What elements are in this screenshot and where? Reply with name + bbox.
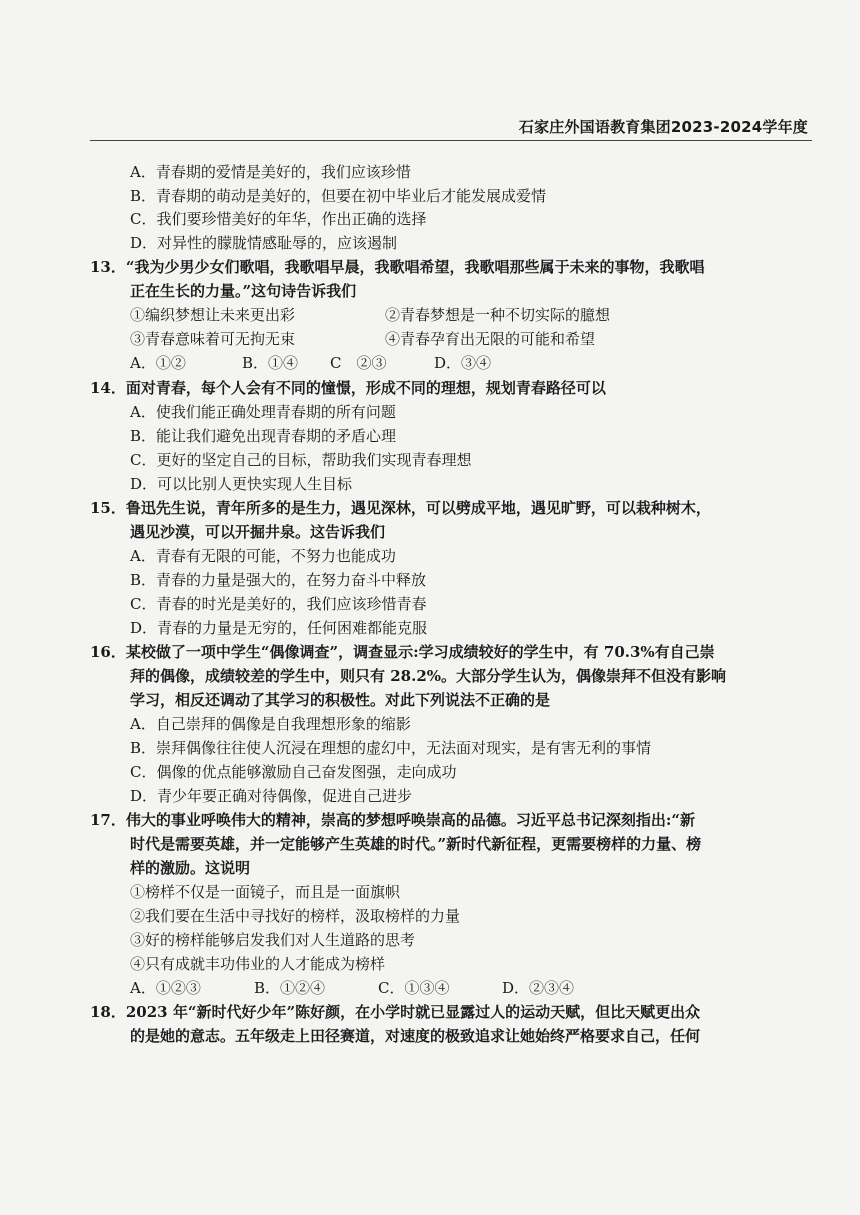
q12-option-b: B．青春期的萌动是美好的，但要在初中毕业后才能发展成爱情 [130,187,547,205]
q13-item-4: ④青春孕育出无限的可能和希望 [385,330,596,348]
page-header [0,112,860,140]
q13-item-3: ③青春意味着可无拘无束 [130,330,296,348]
q13-items-row1 [130,305,610,325]
q17-item-2: ②我们要在生活中寻找好的榜样，汲取榜样的力量 [130,907,461,925]
q13-choice-a: A．①② [130,354,186,372]
q13-choices [130,353,491,373]
q17-choice-d: D．②③④ [502,979,575,997]
q16-stem-line3: 学习，相反还调动了其学习的积极性。对此下列说法不正确的是 [130,691,551,709]
q15-option-b: B．青春的力量是强大的，在努力奋斗中释放 [130,571,427,589]
q15-stem-line1: 15．鲁迅先生说，青年所多的是生力，遇见深林，可以劈成平地，遇见旷野，可以栽种树木， [90,499,711,517]
q15-option-d: D．青春的力量是无穷的，任何困难都能克服 [130,619,428,637]
q13-items-row2 [130,329,595,349]
q13-item-1: ①编织梦想让未来更出彩 [130,306,296,324]
q14-option-c: C．更好的坚定自己的目标，帮助我们实现青春理想 [130,451,472,469]
q16-option-d: D．青少年要正确对待偶像，促进自己进步 [130,787,413,805]
q15-option-c: C．青春的时光是美好的，我们应该珍惜青春 [130,595,427,613]
q17-choice-a: A．①②③ [130,979,201,997]
q12-option-c: C．我们要珍惜美好的年华，作出正确的选择 [130,210,427,228]
q13-stem-line1: 13．“我为少男少女们歌唱，我歌唱早晨，我歌唱希望，我歌唱那些属于未来的事物，我歌唱 [90,258,705,276]
q14-option-a: A．使我们能正确处理青春期的所有问题 [130,403,396,421]
q17-choices [130,978,574,998]
q17-stem-line2: 时代是需要英雄，并一定能够产生英雄的时代。”新时代新征程，更需要榜样的力量、榜 [130,835,702,853]
q14-option-d: D．可以比别人更快实现人生目标 [130,475,353,493]
q13-item-2: ②青春梦想是一种不切实际的臆想 [385,306,611,324]
q13-choice-c: C ②③ [330,354,387,372]
q17-choice-b: B．①②④ [254,979,326,997]
header-title: 石家庄外国语教育集团2023-2024学年度 [518,118,808,136]
q16-stem-line2: 拜的偶像，成绩较差的学生中，则只有 28.2%。大部分学生认为，偶像崇拜不但没有影响 [130,667,727,685]
q17-stem-line3: 样的激励。这说明 [130,859,251,877]
q13-choice-b: B．①④ [242,354,299,372]
q17-item-1: ①榜样不仅是一面镜子，而且是一面旗帜 [130,883,401,901]
q15-stem-line2: 遇见沙漠，可以开掘井泉。这告诉我们 [130,523,386,541]
q13-stem-line2: 正在生长的力量。”这句诗告诉我们 [130,282,357,300]
q14-stem: 14．面对青春，每个人会有不同的憧憬，形成不同的理想，规划青春路径可以 [90,379,606,397]
q17-item-4: ④只有成就丰功伟业的人才能成为榜样 [130,955,386,973]
q17-choice-c: C．①③④ [378,979,450,997]
q18-stem-line1: 18．2023 年“新时代好少年”陈好颜，在小学时就已显露过人的运动天赋，但比天赋更出众 [90,1003,701,1021]
q16-option-a: A．自己崇拜的偶像是自我理想形象的缩影 [130,715,411,733]
q16-stem-line1: 16．某校做了一项中学生“偶像调查”，调查显示:学习成绩较好的学生中，有 70.3%有自己崇 [90,643,715,661]
q12-option-a: A．青春期的爱情是美好的，我们应该珍惜 [130,163,411,181]
header-rule [90,140,812,141]
q12-option-d: D．对异性的朦胧情感耻辱的，应该遏制 [130,234,398,252]
q17-item-3: ③好的榜样能够启发我们对人生道路的思考 [130,931,416,949]
q18-stem-line2: 的是她的意志。五年级走上田径赛道，对速度的极致追求让她始终严格要求自己，任何 [130,1027,701,1045]
q14-option-b: B．能让我们避免出现青春期的矛盾心理 [130,427,397,445]
q17-stem-line1: 17．伟大的事业呼唤伟大的精神，崇高的梦想呼唤崇高的品德。习近平总书记深刻指出:“新 [90,811,696,829]
q13-choice-d: D．③④ [434,354,492,372]
q16-option-b: B．崇拜偶像往往使人沉浸在理想的虚幻中，无法面对现实，是有害无利的事情 [130,739,652,757]
q16-option-c: C．偶像的优点能够激励自己奋发图强，走向成功 [130,763,457,781]
q15-option-a: A．青春有无限的可能，不努力也能成功 [130,547,396,565]
